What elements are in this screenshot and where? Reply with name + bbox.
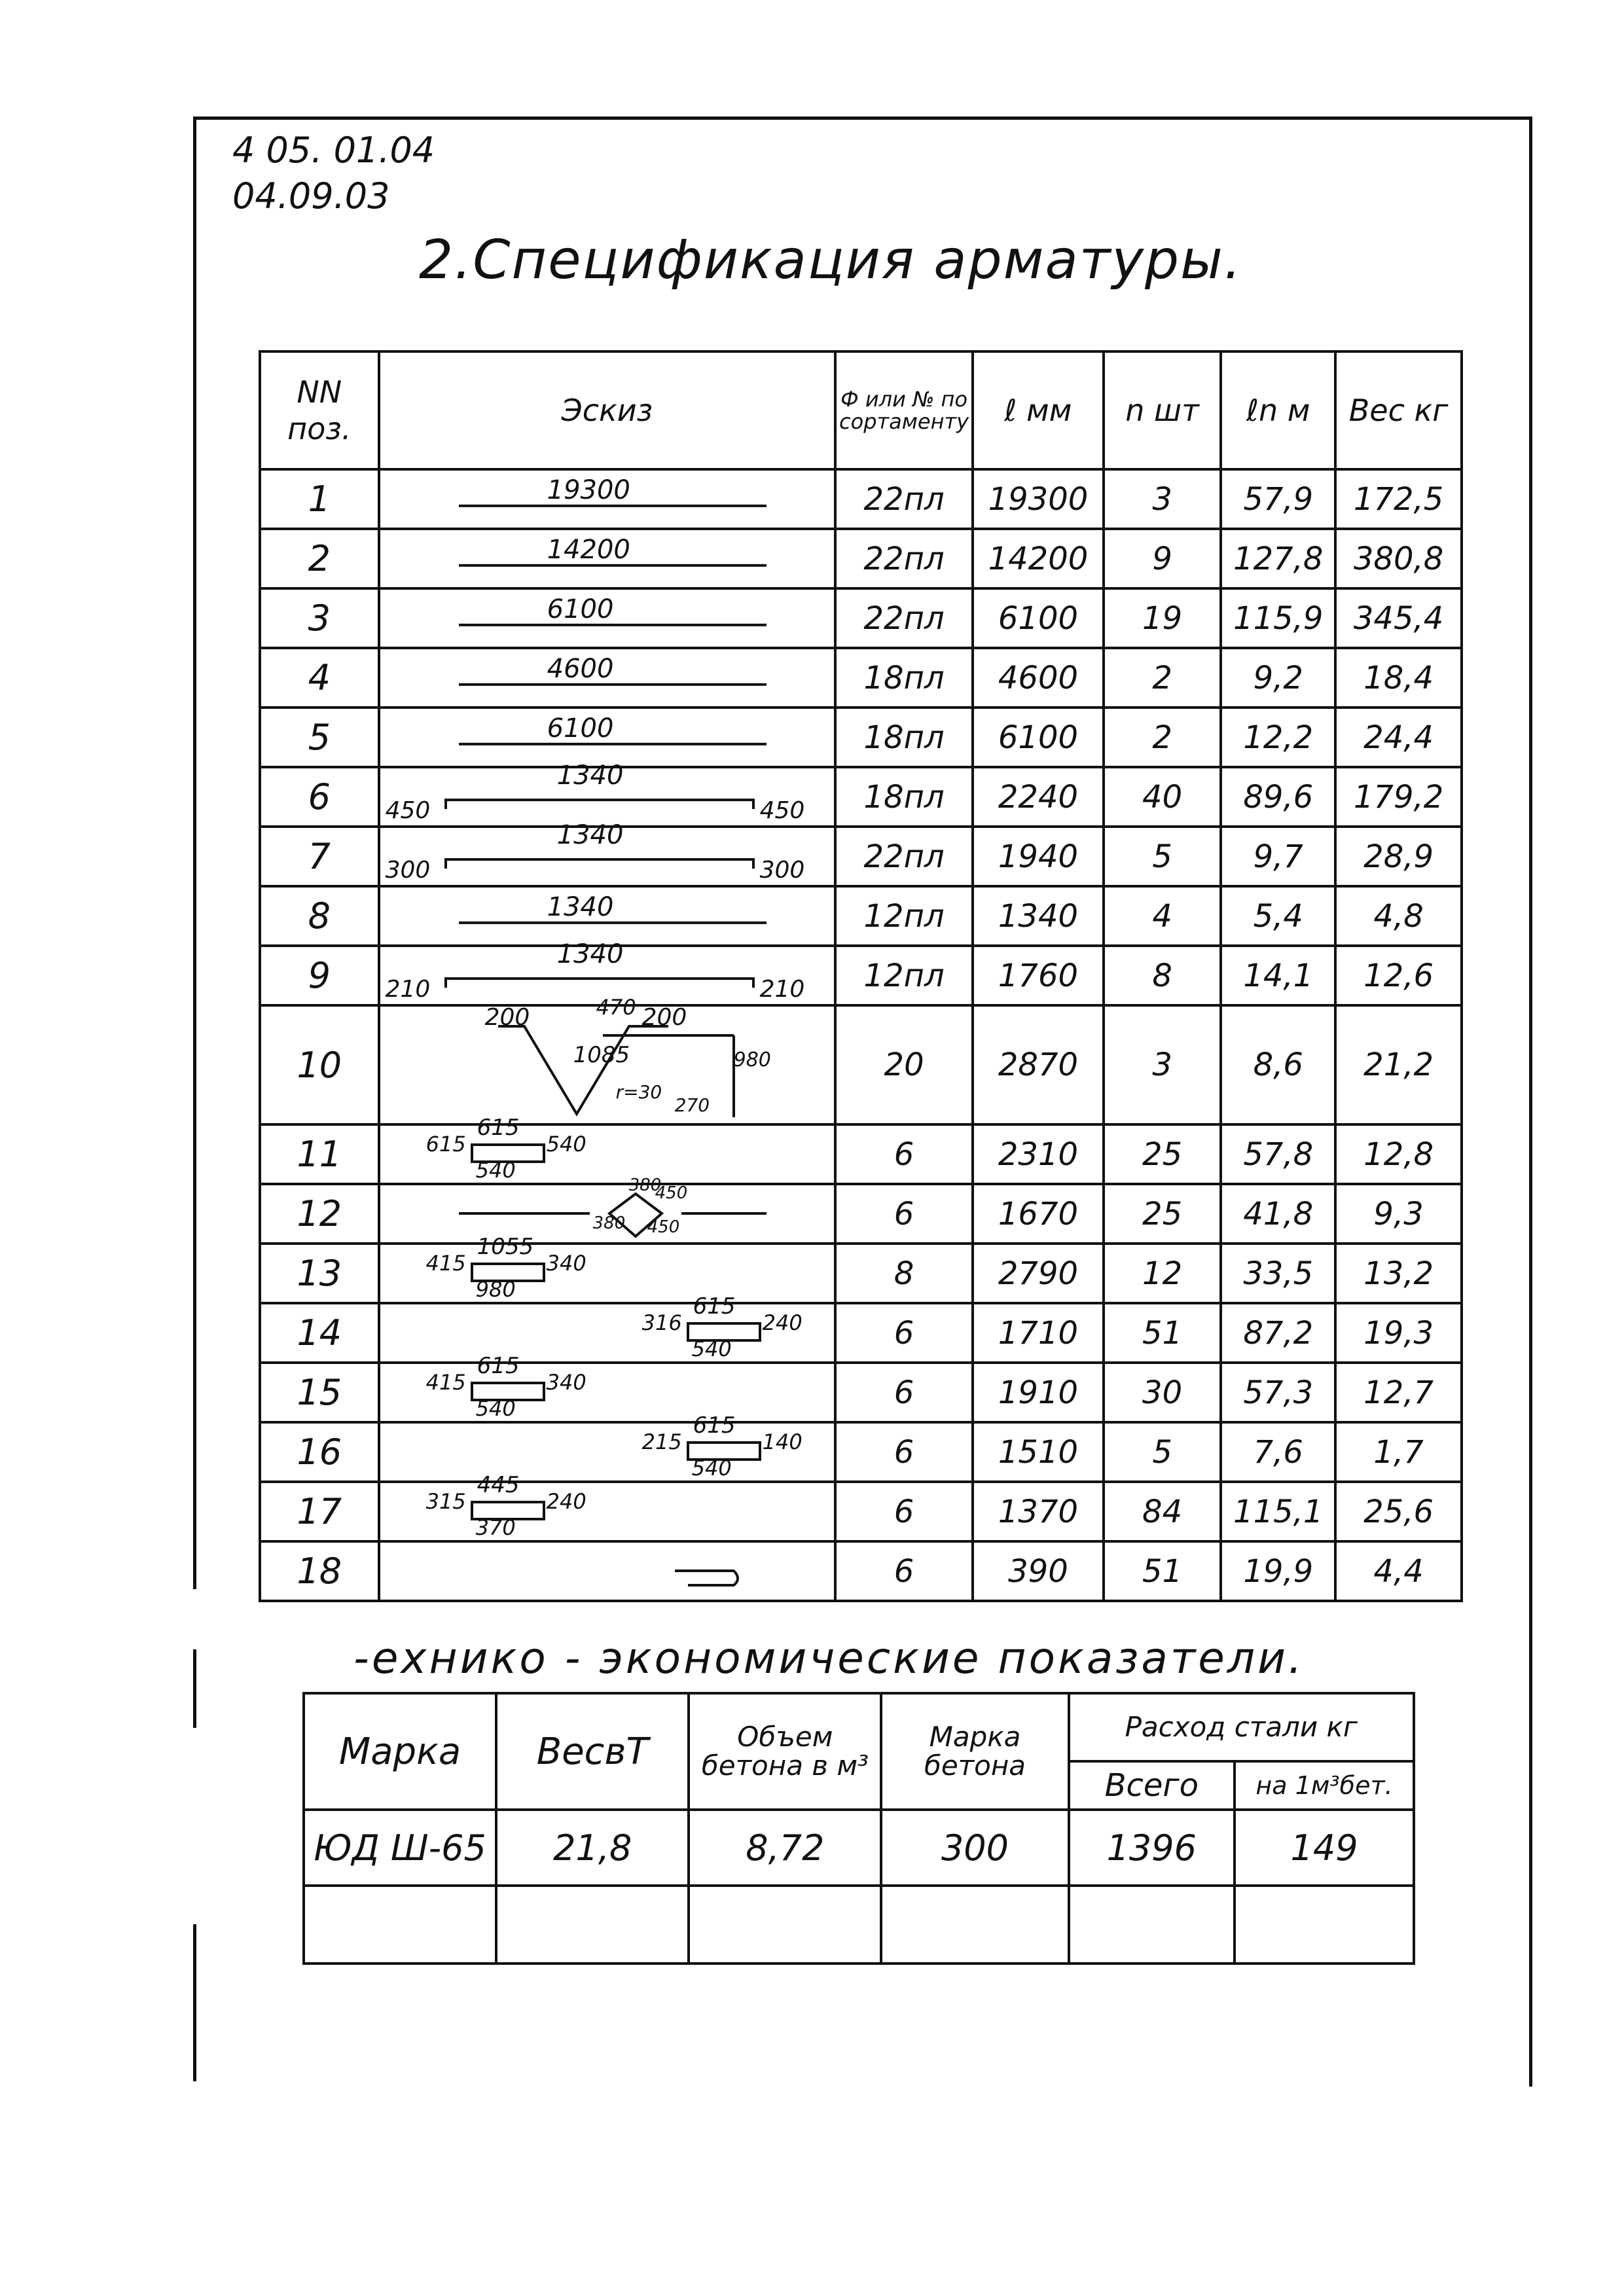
rebar-sketch — [380, 473, 834, 526]
sketch-dimension-label: 540 — [691, 1336, 732, 1361]
spec-cell-diam: 6 — [835, 1124, 973, 1184]
spec-cell-weight: 1,7 — [1335, 1422, 1462, 1482]
spec-cell-weight: 4,4 — [1335, 1541, 1462, 1601]
sketch-dimension-label: 1340 — [556, 819, 624, 850]
teco-header-steel-total: Всего — [1069, 1761, 1235, 1810]
spec-cell-count: 25 — [1104, 1124, 1221, 1184]
spec-cell-diam: 8 — [835, 1244, 973, 1303]
sketch-dimension-label: 540 — [475, 1157, 516, 1183]
sketch-dimension-label: 615 — [477, 1114, 520, 1141]
spec-cell-length: 14200 — [973, 529, 1104, 588]
spec-cell-length: 19300 — [973, 469, 1104, 529]
spec-cell-diam: 18пл — [835, 648, 973, 708]
rebar-sketch — [380, 760, 834, 824]
spec-cell-count: 12 — [1104, 1244, 1221, 1303]
sketch-dimension-label: 215 — [641, 1429, 682, 1454]
spec-cell-length: 1510 — [973, 1422, 1104, 1482]
spec-cell-length: 1760 — [973, 946, 1104, 1005]
rebar-sketch — [380, 1114, 834, 1183]
spec-cell-total-len: 87,2 — [1221, 1303, 1335, 1363]
spec-cell-total-len: 57,9 — [1221, 469, 1335, 529]
rebar-sketch — [380, 1175, 834, 1241]
spec-cell-pos: 14 — [260, 1303, 379, 1363]
spec-row — [260, 827, 1462, 886]
teco-cell-mark: ЮД Ш-65 — [304, 1810, 496, 1886]
spec-cell-total-len: 8,6 — [1221, 1005, 1335, 1124]
spec-cell-total-len: 127,8 — [1221, 529, 1335, 588]
spec-row — [260, 1184, 1462, 1244]
rebar-sketch — [380, 592, 834, 645]
teco-cell-steel-per: 149 — [1235, 1810, 1414, 1886]
spec-row — [260, 1244, 1462, 1303]
teco-header-concrete: Марка бетона — [881, 1693, 1068, 1810]
teco-empty-cell — [881, 1886, 1068, 1964]
teco-cell-steel-total: 1396 — [1069, 1810, 1235, 1886]
spec-row — [260, 1363, 1462, 1422]
spec-cell-total-len: 41,8 — [1221, 1184, 1335, 1244]
spec-cell-weight: 25,6 — [1335, 1482, 1462, 1541]
spec-cell-length: 4600 — [973, 648, 1104, 708]
spec-cell-pos: 9 — [260, 946, 379, 1005]
rebar-bar-line — [446, 978, 753, 988]
spec-row — [260, 708, 1462, 767]
sketch-dimension-label: 140 — [762, 1429, 803, 1454]
spec-cell-weight: 12,7 — [1335, 1363, 1462, 1422]
teco-header-mark: Марка — [304, 1693, 496, 1810]
sketch-dimension-label: 300 — [759, 856, 805, 884]
spec-cell-count: 25 — [1104, 1184, 1221, 1244]
spec-cell-sketch — [379, 469, 835, 529]
spec-cell-total-len: 9,2 — [1221, 648, 1335, 708]
teco-header-steel-per: на 1м³бет. — [1235, 1761, 1414, 1810]
spec-row — [260, 529, 1462, 588]
spec-cell-pos: 8 — [260, 886, 379, 946]
spec-cell-diam: 18пл — [835, 708, 973, 767]
sketch-dimension-label: 240 — [546, 1488, 586, 1514]
spec-cell-length: 2310 — [973, 1124, 1104, 1184]
spec-cell-count: 3 — [1104, 469, 1221, 529]
sketch-dimension-label: 450 — [759, 797, 805, 824]
spec-cell-weight: 4,8 — [1335, 886, 1462, 946]
spec-cell-diam: 22пл — [835, 588, 973, 648]
sketch-dimension-label: 19300 — [547, 475, 630, 505]
rebar-sketch — [380, 1352, 834, 1421]
sketch-dimension-label: 980 — [733, 1049, 771, 1071]
rebar-sketch — [380, 1545, 834, 1598]
teco-title: -ехнико - экономические показатели. — [353, 1633, 1305, 1683]
spec-cell-count: 84 — [1104, 1482, 1221, 1541]
spec-row — [260, 1422, 1462, 1482]
spec-cell-length: 1910 — [973, 1363, 1104, 1422]
sketch-dimension-label: 270 — [674, 1094, 710, 1116]
spec-cell-diam: 18пл — [835, 767, 973, 827]
header-total-len: ℓn м — [1221, 351, 1335, 469]
spec-cell-diam: 22пл — [835, 529, 973, 588]
sketch-dimension-label: 615 — [693, 1293, 736, 1319]
spec-cell-count: 2 — [1104, 708, 1221, 767]
spec-cell-diam: 22пл — [835, 827, 973, 886]
sketch-dimension-label: r=30 — [615, 1081, 662, 1103]
spec-cell-diam: 22пл — [835, 469, 973, 529]
spec-cell-sketch — [379, 886, 835, 946]
spec-header-row — [260, 351, 1462, 469]
rebar-sketch — [380, 819, 834, 884]
sketch-dimension-label: 200 — [641, 1004, 687, 1031]
sketch-dimension-label: 415 — [425, 1369, 466, 1395]
spec-cell-count: 5 — [1104, 827, 1221, 886]
sketch-dimension-label: 210 — [759, 975, 805, 1003]
sketch-dimension-label: 210 — [385, 975, 431, 1003]
sketch-dimension-label: 14200 — [547, 534, 630, 565]
sketch-dimension-label: 980 — [475, 1276, 516, 1302]
spec-cell-weight: 179,2 — [1335, 767, 1462, 827]
teco-table — [302, 1692, 1415, 1965]
teco-empty-row — [304, 1886, 1414, 1964]
spec-cell-weight: 12,8 — [1335, 1124, 1462, 1184]
rebar-bar-line — [675, 1571, 738, 1585]
spec-cell-sketch — [379, 995, 835, 1124]
spec-cell-diam: 20 — [835, 1005, 973, 1124]
spec-row — [260, 1541, 1462, 1601]
spec-cell-length: 6100 — [973, 708, 1104, 767]
spec-row — [260, 1005, 1462, 1124]
spec-cell-weight: 21,2 — [1335, 1005, 1462, 1124]
sketch-dimension-label: 340 — [546, 1369, 586, 1395]
spec-cell-total-len: 33,5 — [1221, 1244, 1335, 1303]
sketch-dimension-label: 1340 — [547, 891, 614, 922]
spec-cell-sketch — [379, 1114, 835, 1184]
document-code-line: 04.09.03 — [232, 175, 390, 217]
rebar-bar-line — [446, 859, 753, 869]
frame-top-line — [193, 117, 1532, 120]
page-title: 2.Спецификация арматуры. — [419, 229, 1242, 291]
header-count: n шт — [1104, 351, 1221, 469]
rebar-sketch — [380, 995, 834, 1121]
spec-cell-total-len: 115,9 — [1221, 588, 1335, 648]
spec-cell-total-len: 5,4 — [1221, 886, 1335, 946]
spec-cell-total-len: 89,6 — [1221, 767, 1335, 827]
header-diam: Ф или № по сортаменту — [835, 351, 973, 469]
spec-cell-sketch — [379, 1233, 835, 1303]
teco-empty-cell — [689, 1886, 881, 1964]
spec-row — [260, 588, 1462, 648]
rebar-sketch-drawing — [380, 1545, 839, 1598]
spec-cell-count: 30 — [1104, 1363, 1221, 1422]
spec-cell-weight: 9,3 — [1335, 1184, 1462, 1244]
sketch-dimension-label: 240 — [762, 1310, 803, 1335]
rebar-spec-table — [259, 350, 1463, 1602]
header-length: ℓ мм — [973, 351, 1104, 469]
spec-cell-sketch — [379, 648, 835, 708]
spec-cell-sketch — [379, 1293, 835, 1363]
teco-empty-cell — [1235, 1886, 1414, 1964]
sketch-dimension-label: 380 — [628, 1175, 662, 1195]
teco-cell-volume: 8,72 — [689, 1810, 881, 1886]
spec-cell-pos: 10 — [260, 1005, 379, 1124]
sketch-dimension-label: 370 — [475, 1515, 516, 1540]
spec-cell-count: 8 — [1104, 946, 1221, 1005]
spec-cell-count: 9 — [1104, 529, 1221, 588]
rebar-sketch — [380, 1293, 834, 1361]
spec-cell-pos: 1 — [260, 469, 379, 529]
spec-row — [260, 1482, 1462, 1541]
teco-empty-cell — [496, 1886, 689, 1964]
sketch-dimension-label: 540 — [546, 1131, 586, 1157]
spec-cell-sketch — [379, 1541, 835, 1601]
spec-row — [260, 648, 1462, 708]
spec-cell-pos: 13 — [260, 1244, 379, 1303]
spec-cell-weight: 172,5 — [1335, 469, 1462, 529]
teco-header-steel: Расход стали кг — [1069, 1693, 1414, 1761]
sketch-dimension-label: 6100 — [547, 594, 614, 624]
spec-cell-sketch — [379, 1412, 835, 1482]
sketch-dimension-label: 316 — [641, 1310, 682, 1335]
teco-header-row — [304, 1693, 1414, 1761]
sketch-dimension-label: 450 — [647, 1217, 680, 1237]
frame-left-line-bottom — [193, 1924, 196, 2081]
spec-cell-sketch — [379, 588, 835, 648]
teco-header-weight: ВесвТ — [496, 1693, 689, 1810]
sketch-dimension-label: 340 — [546, 1250, 586, 1276]
spec-cell-length: 6100 — [973, 588, 1104, 648]
sketch-dimension-label: 1085 — [573, 1042, 630, 1068]
teco-empty-cell — [1069, 1886, 1235, 1964]
spec-cell-pos: 5 — [260, 708, 379, 767]
spec-cell-weight: 19,3 — [1335, 1303, 1462, 1363]
spec-cell-length: 1340 — [973, 886, 1104, 946]
rebar-sketch — [380, 1471, 834, 1540]
sketch-dimension-label: 470 — [596, 995, 636, 1020]
sketch-dimension-label: 615 — [477, 1352, 520, 1379]
spec-cell-length: 1940 — [973, 827, 1104, 886]
spec-cell-sketch — [379, 819, 835, 886]
spec-cell-sketch — [379, 1175, 835, 1244]
sketch-dimension-label: 450 — [655, 1183, 688, 1203]
frame-left-line — [193, 117, 196, 1589]
sketch-dimension-label: 540 — [691, 1455, 732, 1480]
spec-cell-pos: 6 — [260, 767, 379, 827]
spec-cell-diam: 12пл — [835, 946, 973, 1005]
spec-cell-pos: 2 — [260, 529, 379, 588]
spec-cell-weight: 18,4 — [1335, 648, 1462, 708]
spec-cell-total-len: 57,8 — [1221, 1124, 1335, 1184]
spec-cell-sketch — [379, 1352, 835, 1422]
spec-cell-diam: 6 — [835, 1422, 973, 1482]
spec-cell-count: 51 — [1104, 1303, 1221, 1363]
spec-cell-total-len: 57,3 — [1221, 1363, 1335, 1422]
spec-cell-diam: 6 — [835, 1303, 973, 1363]
spec-cell-diam: 6 — [835, 1541, 973, 1601]
spec-row — [260, 1124, 1462, 1184]
spec-cell-diam: 12пл — [835, 886, 973, 946]
spec-cell-pos: 11 — [260, 1124, 379, 1184]
spec-row — [260, 886, 1462, 946]
spec-cell-sketch — [379, 760, 835, 827]
spec-cell-diam: 6 — [835, 1184, 973, 1244]
frame-right-line — [1529, 117, 1532, 2087]
document-code — [232, 128, 435, 219]
spec-row — [260, 767, 1462, 827]
sketch-dimension-label: 380 — [592, 1213, 626, 1233]
spec-cell-length: 1370 — [973, 1482, 1104, 1541]
spec-row — [260, 469, 1462, 529]
rebar-sketch — [380, 1233, 834, 1302]
spec-cell-pos: 17 — [260, 1482, 379, 1541]
spec-cell-length: 2790 — [973, 1244, 1104, 1303]
header-weight: Вес кг — [1335, 351, 1462, 469]
sketch-dimension-label: 200 — [484, 1004, 530, 1031]
spec-cell-length: 2870 — [973, 1005, 1104, 1124]
spec-cell-sketch — [379, 708, 835, 767]
header-sketch: Эскиз — [379, 351, 835, 469]
sketch-dimension-label: 445 — [477, 1471, 520, 1498]
spec-cell-length: 1670 — [973, 1184, 1104, 1244]
teco-empty-cell — [304, 1886, 496, 1964]
rebar-sketch — [380, 651, 834, 705]
teco-header-volume: Объем бетона в м³ — [689, 1693, 881, 1810]
rebar-sketch — [380, 711, 834, 764]
spec-cell-count: 3 — [1104, 1005, 1221, 1124]
spec-cell-weight: 380,8 — [1335, 529, 1462, 588]
spec-cell-pos: 18 — [260, 1541, 379, 1601]
spec-cell-weight: 12,6 — [1335, 946, 1462, 1005]
spec-cell-weight: 24,4 — [1335, 708, 1462, 767]
spec-cell-diam: 6 — [835, 1482, 973, 1541]
spec-cell-count: 5 — [1104, 1422, 1221, 1482]
spec-cell-total-len: 7,6 — [1221, 1422, 1335, 1482]
spec-cell-count: 51 — [1104, 1541, 1221, 1601]
sketch-dimension-label: 1340 — [556, 760, 624, 791]
sketch-dimension-label: 315 — [425, 1488, 466, 1514]
spec-cell-sketch — [379, 1471, 835, 1541]
spec-cell-count: 19 — [1104, 588, 1221, 648]
sketch-dimension-label: 1055 — [477, 1233, 534, 1260]
teco-data-row — [304, 1810, 1414, 1886]
sketch-dimension-label: 1340 — [556, 939, 624, 969]
sketch-dimension-label: 415 — [425, 1250, 466, 1276]
spec-cell-weight: 13,2 — [1335, 1244, 1462, 1303]
rebar-sketch — [380, 532, 834, 586]
rebar-bar-line — [446, 800, 753, 809]
teco-cell-weight: 21,8 — [496, 1810, 689, 1886]
spec-row — [260, 946, 1462, 1005]
spec-cell-pos: 3 — [260, 588, 379, 648]
spec-cell-pos: 16 — [260, 1422, 379, 1482]
sketch-dimension-label: 615 — [425, 1131, 466, 1157]
sketch-dimension-label: 6100 — [547, 713, 614, 744]
spec-cell-total-len: 14,1 — [1221, 946, 1335, 1005]
spec-cell-count: 40 — [1104, 767, 1221, 827]
spec-cell-total-len: 19,9 — [1221, 1541, 1335, 1601]
frame-left-line-lower — [193, 1649, 196, 1728]
spec-cell-pos: 15 — [260, 1363, 379, 1422]
rebar-sketch — [380, 889, 834, 943]
spec-cell-diam: 6 — [835, 1363, 973, 1422]
spec-cell-count: 2 — [1104, 648, 1221, 708]
sketch-dimension-label: 4600 — [547, 653, 614, 684]
spec-cell-total-len: 115,1 — [1221, 1482, 1335, 1541]
spec-cell-total-len: 12,2 — [1221, 708, 1335, 767]
sketch-dimension-label: 300 — [385, 856, 431, 884]
spec-cell-length: 2240 — [973, 767, 1104, 827]
spec-cell-length: 1710 — [973, 1303, 1104, 1363]
spec-cell-weight: 345,4 — [1335, 588, 1462, 648]
sketch-dimension-label: 450 — [385, 797, 431, 824]
spec-cell-weight: 28,9 — [1335, 827, 1462, 886]
rebar-sketch — [380, 1412, 834, 1480]
spec-cell-pos: 12 — [260, 1184, 379, 1244]
document-code-line: 4 05. 01.04 — [232, 130, 435, 171]
spec-row — [260, 1303, 1462, 1363]
header-pos: NN поз. — [260, 351, 379, 469]
sketch-dimension-label: 615 — [693, 1412, 736, 1439]
spec-cell-length: 390 — [973, 1541, 1104, 1601]
spec-cell-pos: 4 — [260, 648, 379, 708]
spec-cell-pos: 7 — [260, 827, 379, 886]
spec-cell-total-len: 9,7 — [1221, 827, 1335, 886]
teco-cell-concrete: 300 — [881, 1810, 1068, 1886]
sketch-dimension-label: 540 — [475, 1395, 516, 1421]
spec-cell-count: 4 — [1104, 886, 1221, 946]
spec-cell-sketch — [379, 529, 835, 588]
